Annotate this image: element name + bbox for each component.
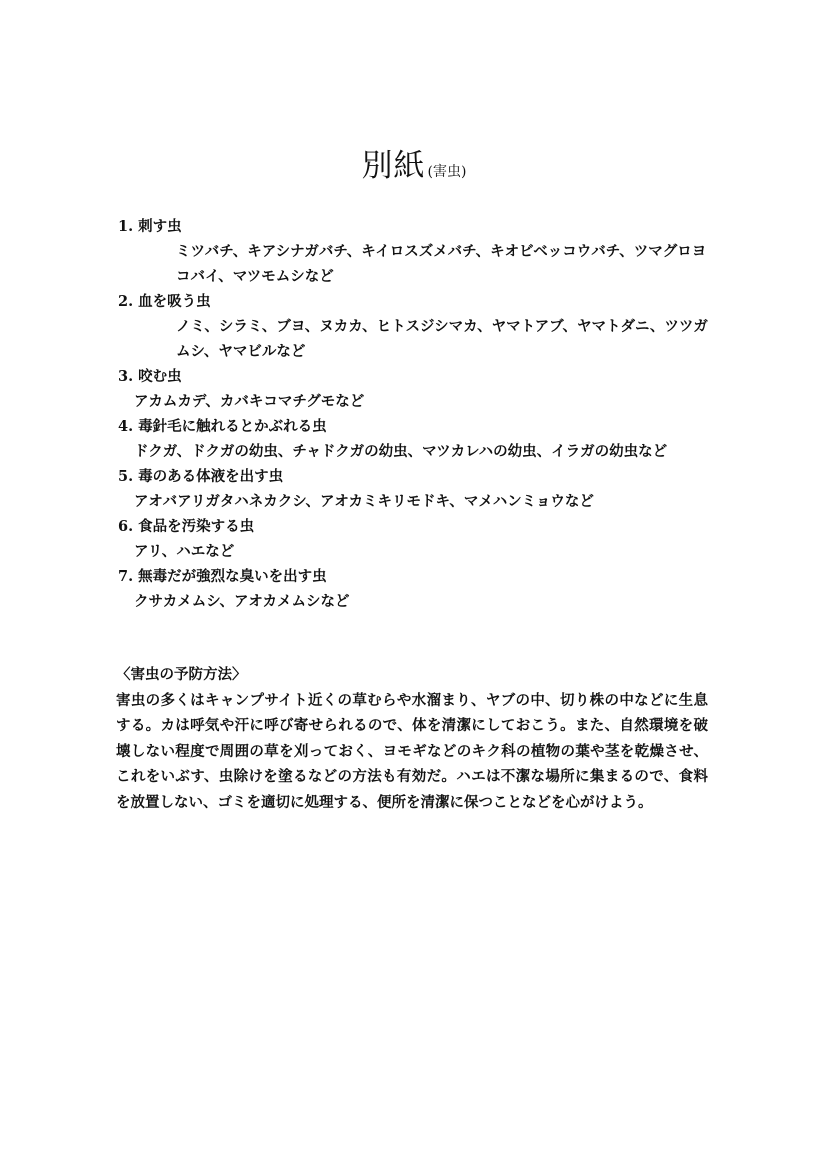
category-examples: アオバアリガタハネカクシ、アオカミキリモドキ、マメハンミョウなど (134, 493, 594, 510)
prevention-heading: 〈害虫の予防方法〉 (116, 666, 247, 683)
category-examples: ノミ、シラミ、ブヨ、ヌカカ、ヒトスジシマカ、ヤマトアブ、ヤマトダニ、ツツガムシ、ヤマビルなど (176, 318, 708, 360)
page-title (0, 140, 828, 185)
prevention-section (116, 662, 708, 815)
category-examples: アカムカデ、カバキコマチグモなど (134, 393, 365, 410)
category-heading: 7. 無毒だが強烈な臭いを出す虫 (118, 568, 327, 585)
category-item (118, 514, 718, 564)
category-examples: ミツバチ、キアシナガバチ、キイロスズメバチ、キオビベッコウバチ、ツマグロヨコバイ、マツモムシなど (176, 243, 707, 285)
category-item (118, 214, 718, 289)
category-heading: 4. 毒針毛に触れるとかぶれる虫 (118, 418, 327, 435)
category-heading: 3. 咬む虫 (118, 368, 182, 385)
category-item (118, 289, 718, 364)
title-sub: (害虫) (427, 164, 467, 180)
category-heading: 2. 血を吸う虫 (118, 293, 211, 310)
category-examples: ドクガ、ドクガの幼虫、チャドクガの幼虫、マツカレハの幼虫、イラガの幼虫など (134, 443, 668, 460)
title-main: 別紙 (361, 148, 426, 184)
category-heading: 5. 毒のある体液を出す虫 (118, 468, 284, 485)
prevention-paragraph: 害虫の多くはキャンプサイト近くの草むらや水溜まり、ヤブの中、切り株の中などに生息する。カは呼気や汗に呼び寄せられるので、体を清潔にしておこう。また、自然環境を破壊しない程度で周囲の草を刈っておく、ヨモギなどのキク科の植物の葉や茎を乾燥させ、これをいぶす、虫除けを塗るなどの方法も有効だ。ハエは不潔な場所に集まるので、食料を放置しない、ゴミを適切に処理する、便所を清潔に保つことなどを心がけよう。 (116, 691, 708, 811)
pest-category-list (118, 214, 718, 614)
category-item (118, 464, 718, 514)
category-item (118, 414, 718, 464)
category-examples: アリ、ハエなど (134, 543, 235, 560)
category-examples: クサカメムシ、アオカメムシなど (134, 593, 350, 610)
category-heading: 1. 刺す虫 (118, 218, 182, 235)
category-item (118, 564, 718, 614)
category-item (118, 364, 718, 414)
category-heading: 6. 食品を汚染する虫 (118, 518, 255, 535)
